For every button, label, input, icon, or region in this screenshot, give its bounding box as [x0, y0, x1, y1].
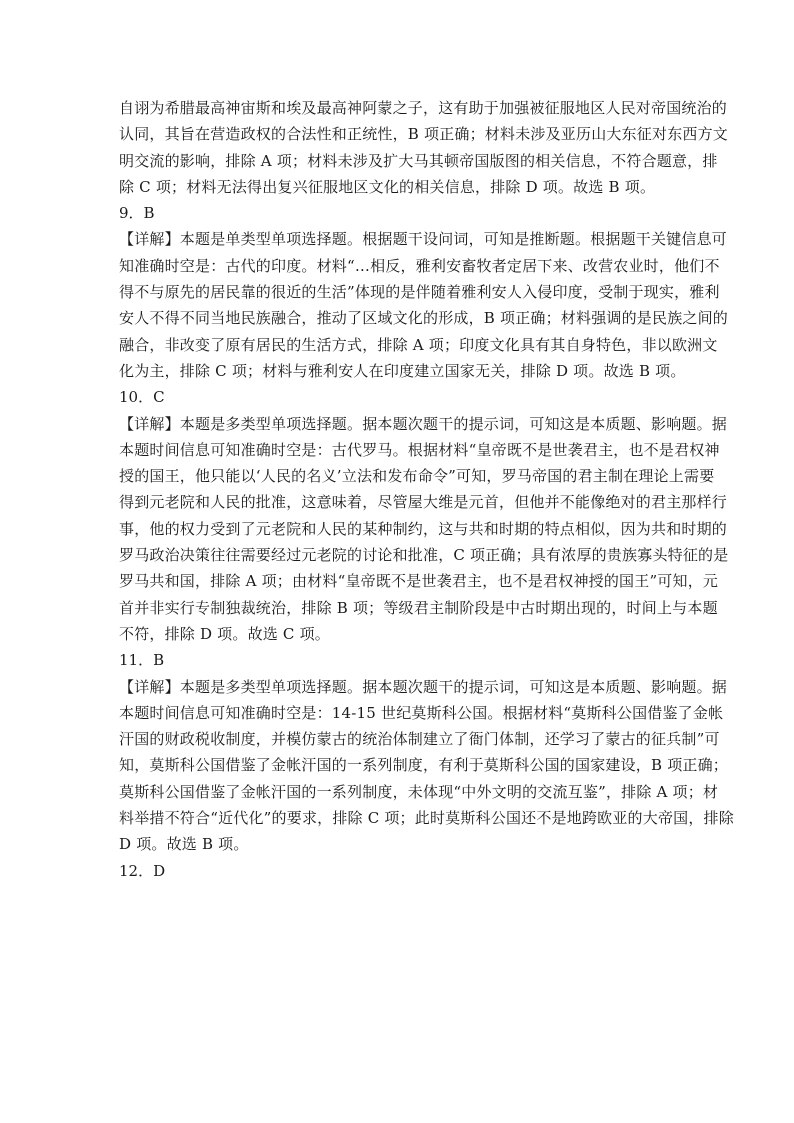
text-line: 授的国王，他只能以‘人民的名义’立法和发布命令”可知，罗马帝国的君主制在理论上需要: [119, 467, 715, 486]
document-page: [119, 95, 734, 884]
text-line: 汗国的财政税收制度，并模仿蒙古的统治体制建立了衙门体制，还学习了蒙古的征兵制”可: [119, 730, 720, 749]
explanation-9: [119, 226, 728, 384]
text-line: 得到元老院和人民的批准，这意味着，尽管屋大维是元首，但他并不能像绝对的君主那样行: [119, 493, 728, 512]
text-line: 【详解】本题是多类型单项选择题。据本题次题干的提示词，可知这是本质题、影响题。据: [119, 414, 728, 433]
text-line: 料举措不符合“近代化”的要求，排除 C 项；此时莫斯科公国还不是地跨欧亚的大帝国，排除: [119, 809, 734, 828]
text-line: 自诩为希腊最高神宙斯和埃及最高神阿蒙之子，这有助于加强被征服地区人民对帝国统治的: [119, 99, 728, 117]
text-line: D 项。故选 B 项。: [119, 835, 249, 854]
answer-number-9: 9．B: [119, 204, 155, 223]
explanation-11: [119, 674, 734, 858]
text-line: 罗马共和国，排除 A 项；由材料“皇帝既不是世袭君主，也不是君权神授的国王”可知，元: [119, 572, 719, 591]
text-line: 本题时间信息可知准确时空是：14-15 世纪莫斯科公国。根据材料“莫斯科公国借鉴了金帐: [119, 703, 724, 722]
text-line: 事，他的权力受到了元老院和人民的某种制约，这与共和时期的特点相似，因为共和时期的: [119, 519, 728, 538]
text-line: 融合，非改变了原有居民的生活方式，排除 A 项；印度文化具有其自身特色，非以欧洲文: [119, 335, 718, 354]
answer-number-12: 12．D: [119, 861, 166, 880]
text-line: 得不与原先的居民靠的很近的生活”体现的是伴随着雅利安人入侵印度，受制于现实，雅利: [119, 283, 720, 302]
text-line: 【详解】本题是多类型单项选择题。据本题次题干的提示词，可知这是本质题、影响题。据: [119, 677, 728, 696]
answer-number-11: 11．B: [119, 651, 165, 670]
text-line: 【详解】本题是单类型单项选择题。根据题干设问词，可知是推断题。根据题干关键信息可: [119, 230, 728, 249]
text-line: 本题时间信息可知准确时空是：古代罗马。根据材料“皇帝既不是世袭君主，也不是君权神: [119, 440, 720, 459]
answer-number-10: 10．C: [119, 388, 165, 407]
text-line: 安人不得不同当地民族融合，推动了区域文化的形成，B 项正确；材料强调的是民族之间的: [119, 309, 728, 328]
text-line: 莫斯科公国借鉴了金帐汗国的一系列制度，未体现“中外文明的交流互鉴”，排除 A 项；材: [119, 782, 719, 801]
text-line: 不符，排除 D 项。故选 C 项。: [119, 624, 330, 643]
text-line: 认同，其旨在营造政权的合法性和正统性，B 项正确；材料未涉及亚历山大东征对东西方文: [119, 125, 728, 144]
text-line: 罗马政治决策往往需要经过元老院的讨论和批准，C 项正确；具有浓厚的贵族寡头特征的是: [119, 546, 729, 565]
text-line: 首并非实行专制独裁统治，排除 B 项；等级君主制阶段是中古时期出现的，时间上与本题: [119, 598, 718, 617]
text-line: 化为主，排除 C 项；材料与雅利安人在印度建立国家无关，排除 D 项。故选 B 项。: [119, 361, 686, 380]
explanation-10: [119, 411, 729, 648]
text-line: 明交流的影响，排除 A 项；材料未涉及扩大马其顿帝国版图的相关信息，不符合题意，排: [119, 151, 718, 170]
text-line: 除 C 项；材料无法得出复兴征服地区文化的相关信息，排除 D 项。故选 B 项。: [119, 177, 656, 196]
continuation-paragraph: [119, 95, 728, 200]
text-line: 知，莫斯科公国借鉴了金帐汗国的一系列制度，有利于莫斯科公国的国家建设，B 项正确；: [119, 756, 728, 775]
text-line: 知准确时空是：古代的印度。材料“…相反，雅利安畜牧者定居下来、改营农业时，他们不: [119, 256, 720, 275]
